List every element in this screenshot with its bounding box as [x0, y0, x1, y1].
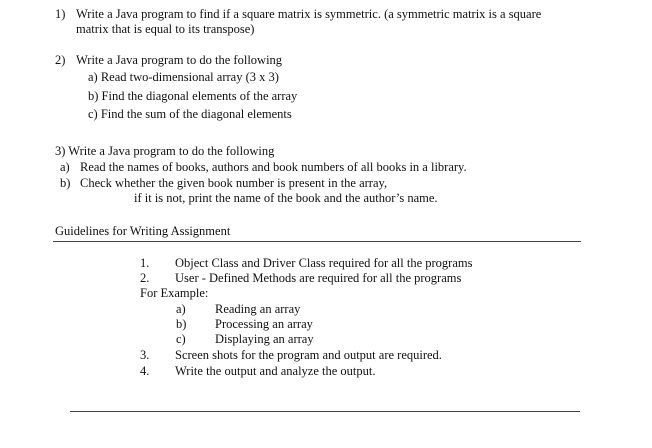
guideline-4-text: Write the output and analyze the output. [175, 364, 376, 378]
guidelines-heading: Guidelines for Writing Assignment [55, 224, 231, 238]
question-3-item-a-marker: a) [60, 160, 70, 174]
example-label: For Example: [140, 286, 209, 300]
guideline-4-marker: 4. [140, 364, 150, 378]
guideline-2-text: User - Defined Methods are required for all the programs [175, 271, 462, 285]
question-3-intro: 3) Write a Java program to do the following [55, 144, 275, 158]
question-2-item-a: a) Read two-dimensional array (3 x 3) [88, 70, 279, 84]
guideline-2-marker: 2. [140, 271, 150, 285]
question-1-line-1: Write a Java program to find if a square matrix is symmetric. (a symmetric matrix is a square [76, 7, 542, 21]
guideline-1-text: Object Class and Driver Class required for all the programs [175, 256, 473, 270]
example-a-marker: a) [176, 302, 186, 316]
guideline-3-text: Screen shots for the program and output are required. [175, 348, 442, 362]
question-2-number: 2) [55, 53, 66, 67]
question-3-item-b-text: Check whether the given book number is present in the array, [80, 176, 388, 190]
guideline-1-marker: 1. [140, 256, 150, 270]
guideline-3-marker: 3. [140, 348, 150, 362]
question-3-item-b-marker: b) [60, 176, 71, 190]
question-2-intro: Write a Java program to do the following [76, 53, 283, 67]
question-1-line-2: matrix that is equal to its transpose) [76, 22, 255, 36]
example-a-text: Reading an array [215, 302, 301, 316]
question-2-item-b: b) Find the diagonal elements of the array [88, 89, 298, 103]
bottom-divider [70, 411, 580, 412]
example-c-marker: c) [176, 332, 186, 346]
example-b-text: Processing an array [215, 317, 313, 331]
guidelines-divider [53, 241, 581, 242]
example-c-text: Displaying an array [215, 332, 314, 346]
question-1-number: 1) [55, 7, 66, 21]
question-3-continuation: if it is not, print the name of the book and the author’s name. [134, 191, 438, 205]
question-3-item-a-text: Read the names of books, authors and book numbers of all books in a library. [80, 160, 467, 174]
example-b-marker: b) [176, 317, 187, 331]
question-2-item-c: c) Find the sum of the diagonal elements [88, 107, 292, 121]
